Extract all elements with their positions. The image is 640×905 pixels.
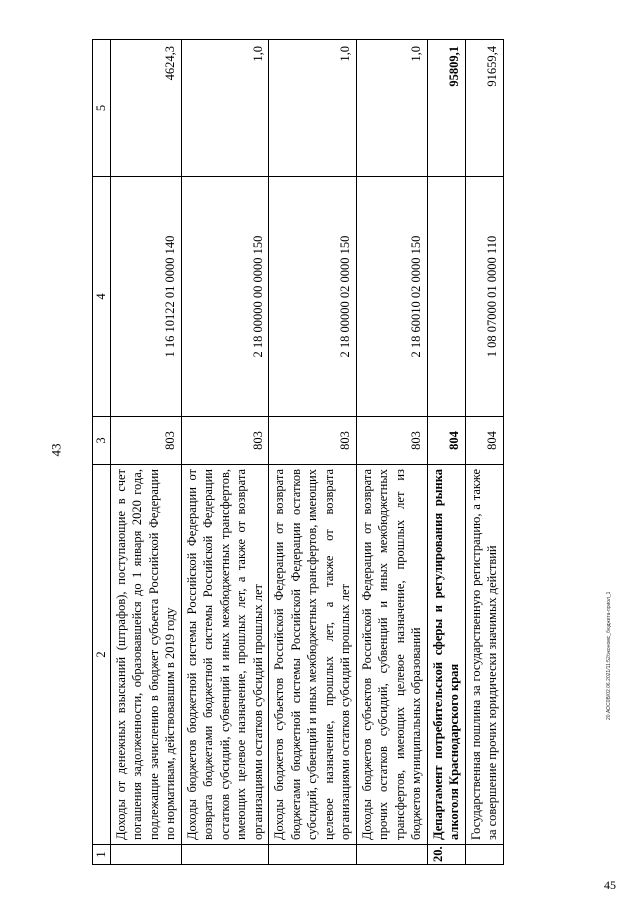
row-description: Департамент потребительской сферы и регулирования рынка алкоголя Краснодарского края <box>427 465 465 845</box>
row-number: 20. <box>427 845 465 865</box>
document-stamp: 20.АОС0В/02.06.2021/11:52/экономс_бюджета-приол_1 <box>606 591 612 720</box>
row-amount: 4624,3 <box>110 40 181 177</box>
row-amount: 1,0 <box>269 40 357 177</box>
row-description: Государственная пошлина за государственную регистрацию, а также за совершение прочих юридически значимых действий <box>465 465 503 845</box>
row-amount: 1,0 <box>181 40 269 177</box>
row-amount: 95809,1 <box>427 40 465 177</box>
row-budget-code: 2 18 60010 02 0000 150 <box>356 177 427 417</box>
row-admin-code: 803 <box>269 417 357 465</box>
header-col-3: 3 <box>93 417 111 465</box>
header-col-4: 4 <box>93 177 111 417</box>
row-budget-code: 2 18 00000 02 0000 150 <box>269 177 357 417</box>
row-admin-code: 804 <box>465 417 503 465</box>
rotated-table-container <box>92 40 592 865</box>
table-row <box>356 40 427 865</box>
header-col-2: 2 <box>93 465 111 845</box>
header-col-5: 5 <box>93 40 111 177</box>
row-amount: 1,0 <box>356 40 427 177</box>
row-amount: 91659,4 <box>465 40 503 177</box>
table-row <box>110 40 181 865</box>
row-admin-code: 803 <box>110 417 181 465</box>
row-admin-code: 803 <box>181 417 269 465</box>
table-row <box>269 40 357 865</box>
row-number <box>269 845 357 865</box>
row-number <box>181 845 269 865</box>
table-row <box>181 40 269 865</box>
row-admin-code: 803 <box>356 417 427 465</box>
row-number <box>356 845 427 865</box>
row-budget-code: 2 18 00000 00 0000 150 <box>181 177 269 417</box>
page-number-bottom: 45 <box>604 878 616 892</box>
row-description: Доходы бюджетов бюджетной системы Российской Федерации от возврата бюджетами бюджетной системы Российской Федерации остатков субсидий, субвенций и иных межбюджетных трансфертов, имеющих целевое назначение, прошлых лет, а также от возврата организациями остатков субсидий прошлых лет <box>181 465 269 845</box>
table-row <box>465 40 503 865</box>
table-row <box>427 40 465 865</box>
row-budget-code <box>427 177 465 417</box>
table-header-row <box>93 40 111 865</box>
page-number-top: 43 <box>48 443 64 457</box>
row-budget-code: 1 16 10122 01 0000 140 <box>110 177 181 417</box>
row-number <box>110 845 181 865</box>
row-admin-code: 804 <box>427 417 465 465</box>
row-number <box>465 845 503 865</box>
revenue-table <box>92 39 504 865</box>
row-description: Доходы бюджетов субъектов Российской Федерации от возврата прочих остатков субсидий, субвенций и иных межбюджетных трансфертов, имеющих целевое назначение, прошлых лет из бюджетов муниципальных образований <box>356 465 427 845</box>
row-budget-code: 1 08 07000 01 0000 110 <box>465 177 503 417</box>
table-body <box>110 40 503 865</box>
header-col-1: 1 <box>93 845 111 865</box>
row-description: Доходы бюджетов субъектов Российской Федерации от возврата бюджетами бюджетной системы Российской Федерации остатков субсидий, субвенций и иных межбюджетных трансфертов, имеющих целевое назначение, прошлых лет, а также от возврата организациями остатков субсидий прошлых лет <box>269 465 357 845</box>
row-description: Доходы от денежных взысканий (штрафов), поступающие в счет погашения задолженности, образовавшейся до 1 января 2020 года, подлежащие зачислению в бюджет субъекта Российской Федерации по нормативам, действовавшим в 2019 году <box>110 465 181 845</box>
